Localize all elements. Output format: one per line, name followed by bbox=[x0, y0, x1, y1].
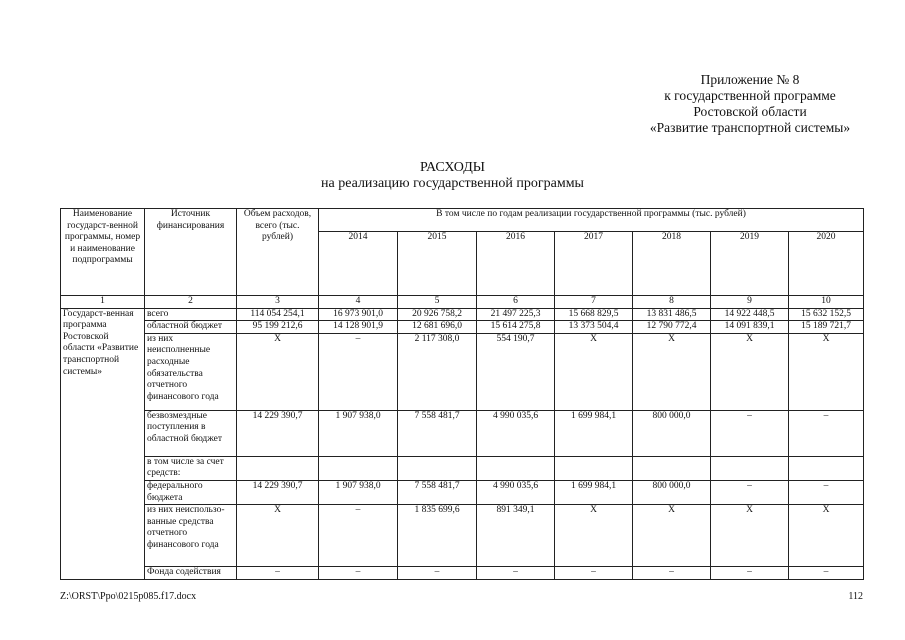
header-row-1 bbox=[61, 209, 864, 232]
header-years-group: В том числе по годам реализации государственной программы (тыс. рублей) bbox=[319, 209, 864, 232]
total-cell: 114 054 254,1 bbox=[237, 308, 319, 321]
appendix-block bbox=[560, 72, 905, 136]
table-row bbox=[61, 410, 864, 456]
year-value-cell: 1 907 938,0 bbox=[319, 480, 398, 504]
total-cell bbox=[237, 456, 319, 480]
year-value-cell: – bbox=[789, 410, 864, 456]
total-cell: Х bbox=[237, 333, 319, 410]
year-value-cell: 15 668 829,5 bbox=[555, 308, 633, 321]
header-year: 2019 bbox=[711, 232, 789, 296]
year-value-cell: – bbox=[319, 505, 398, 567]
appendix-line-1: Приложение № 8 bbox=[700, 72, 800, 87]
year-value-cell: 13 831 486,5 bbox=[633, 308, 711, 321]
year-value-cell: 1 699 984,1 bbox=[555, 480, 633, 504]
year-value-cell: 891 349,1 bbox=[477, 505, 555, 567]
column-number: 9 bbox=[711, 296, 789, 309]
funding-source-cell: в том числе за счет средств: bbox=[145, 456, 237, 480]
header-year: 2017 bbox=[555, 232, 633, 296]
year-value-cell bbox=[711, 456, 789, 480]
total-cell: 95 199 212,6 bbox=[237, 321, 319, 334]
year-value-cell: 800 000,0 bbox=[633, 480, 711, 504]
year-value-cell: 4 990 035,6 bbox=[477, 480, 555, 504]
year-value-cell bbox=[789, 456, 864, 480]
year-value-cell: 1 835 699,6 bbox=[398, 505, 477, 567]
column-number: 6 bbox=[477, 296, 555, 309]
program-name-cell: Государст-венная программа Ростовской области «Развитие транспортной системы» bbox=[61, 308, 145, 579]
funding-source-cell: из них неисполненные расходные обязательства отчетного финансового года bbox=[145, 333, 237, 410]
year-value-cell: 554 190,7 bbox=[477, 333, 555, 410]
funding-source-cell: областной бюджет bbox=[145, 321, 237, 334]
year-value-cell: Х bbox=[555, 333, 633, 410]
column-number: 10 bbox=[789, 296, 864, 309]
column-number: 8 bbox=[633, 296, 711, 309]
year-value-cell: – bbox=[555, 567, 633, 580]
header-year: 2018 bbox=[633, 232, 711, 296]
appendix-line-4: «Развитие транспортной системы» bbox=[649, 120, 851, 135]
header-funding-source: Источник финансирования bbox=[145, 209, 237, 296]
year-value-cell: 14 128 901,9 bbox=[319, 321, 398, 334]
table-row bbox=[61, 480, 864, 504]
table-row bbox=[61, 321, 864, 334]
table-row bbox=[61, 505, 864, 567]
header-year: 2015 bbox=[398, 232, 477, 296]
appendix-line-2: к государственной программе bbox=[664, 88, 836, 103]
total-cell: 14 229 390,7 bbox=[237, 480, 319, 504]
year-value-cell: 1 699 984,1 bbox=[555, 410, 633, 456]
year-value-cell: Х bbox=[633, 505, 711, 567]
year-value-cell: 800 000,0 bbox=[633, 410, 711, 456]
year-value-cell: 20 926 758,2 bbox=[398, 308, 477, 321]
appendix-line-3: Ростовской области bbox=[693, 104, 807, 119]
year-value-cell: – bbox=[789, 480, 864, 504]
document-title: РАСХОДЫ bbox=[420, 160, 485, 175]
header-total-volume: Объем расходов, всего (тыс. рублей) bbox=[237, 209, 319, 296]
footer-page-number: 112 bbox=[848, 591, 863, 602]
expenses-table bbox=[60, 208, 864, 580]
column-number: 4 bbox=[319, 296, 398, 309]
column-number: 7 bbox=[555, 296, 633, 309]
footer-file-path: Z:\ORST\Ppo\0215p085.f17.docx bbox=[60, 591, 197, 602]
header-year: 2014 bbox=[319, 232, 398, 296]
year-value-cell: 12 681 696,0 bbox=[398, 321, 477, 334]
year-value-cell: Х bbox=[789, 505, 864, 567]
funding-source-cell: из них неиспользо-ванные средства отчетного финансового года bbox=[145, 505, 237, 567]
year-value-cell: – bbox=[789, 567, 864, 580]
header-year: 2016 bbox=[477, 232, 555, 296]
year-value-cell: Х bbox=[711, 505, 789, 567]
table-row bbox=[61, 567, 864, 580]
year-value-cell: Х bbox=[555, 505, 633, 567]
column-number: 5 bbox=[398, 296, 477, 309]
total-cell: Х bbox=[237, 505, 319, 567]
total-cell: 14 229 390,7 bbox=[237, 410, 319, 456]
year-value-cell: – bbox=[319, 567, 398, 580]
column-number: 1 bbox=[61, 296, 145, 309]
year-value-cell: 7 558 481,7 bbox=[398, 410, 477, 456]
year-value-cell bbox=[477, 456, 555, 480]
column-number-row bbox=[61, 296, 864, 309]
year-value-cell: – bbox=[319, 333, 398, 410]
year-value-cell: Х bbox=[789, 333, 864, 410]
table-row bbox=[61, 456, 864, 480]
year-value-cell: – bbox=[477, 567, 555, 580]
year-value-cell: 21 497 225,3 bbox=[477, 308, 555, 321]
funding-source-cell: безвозмездные поступления в областной бюджет bbox=[145, 410, 237, 456]
document-subtitle: на реализацию государственной программы bbox=[321, 176, 584, 191]
year-value-cell: Х bbox=[711, 333, 789, 410]
header-year: 2020 bbox=[789, 232, 864, 296]
year-value-cell: 14 922 448,5 bbox=[711, 308, 789, 321]
year-value-cell: – bbox=[711, 567, 789, 580]
year-value-cell bbox=[319, 456, 398, 480]
year-value-cell: – bbox=[711, 410, 789, 456]
year-value-cell: 1 907 938,0 bbox=[319, 410, 398, 456]
funding-source-cell: всего bbox=[145, 308, 237, 321]
year-value-cell: 15 632 152,5 bbox=[789, 308, 864, 321]
year-value-cell: 15 614 275,8 bbox=[477, 321, 555, 334]
year-value-cell: 13 373 504,4 bbox=[555, 321, 633, 334]
table-row bbox=[61, 308, 864, 321]
year-value-cell: 12 790 772,4 bbox=[633, 321, 711, 334]
year-value-cell: 15 189 721,7 bbox=[789, 321, 864, 334]
funding-source-cell: федерального бюджета bbox=[145, 480, 237, 504]
year-value-cell bbox=[633, 456, 711, 480]
year-value-cell: 16 973 901,0 bbox=[319, 308, 398, 321]
year-value-cell: – bbox=[633, 567, 711, 580]
year-value-cell: 14 091 839,1 bbox=[711, 321, 789, 334]
column-number: 3 bbox=[237, 296, 319, 309]
year-value-cell: 4 990 035,6 bbox=[477, 410, 555, 456]
year-value-cell bbox=[555, 456, 633, 480]
column-number: 2 bbox=[145, 296, 237, 309]
total-cell: – bbox=[237, 567, 319, 580]
year-value-cell: 2 117 308,0 bbox=[398, 333, 477, 410]
table-row bbox=[61, 333, 864, 410]
year-value-cell: – bbox=[711, 480, 789, 504]
year-value-cell bbox=[398, 456, 477, 480]
year-value-cell: 7 558 481,7 bbox=[398, 480, 477, 504]
year-value-cell: Х bbox=[633, 333, 711, 410]
funding-source-cell: Фонда содействия bbox=[145, 567, 237, 580]
header-program-name: Наименование государст-венной программы, номер и наименование подпрограммы bbox=[61, 209, 145, 296]
year-value-cell: – bbox=[398, 567, 477, 580]
